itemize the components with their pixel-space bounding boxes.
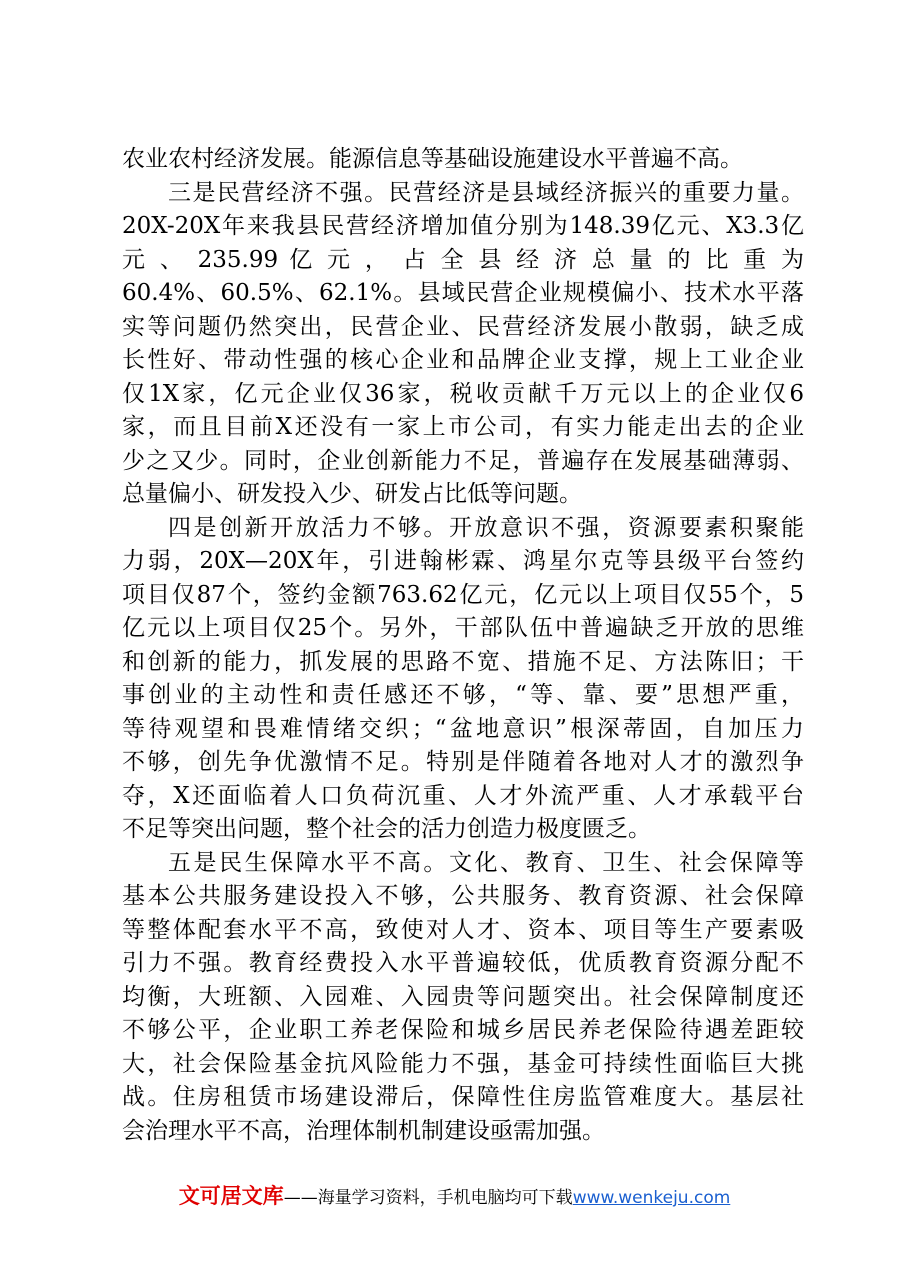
document-body xyxy=(122,143,804,1148)
body-line: 总量偏小、研发投入少、研发占比低等问题。 xyxy=(122,481,582,507)
body-line: 四是创新开放活力不够。开放意识不强，资源要素积聚能 xyxy=(168,514,804,541)
footer-tagline: ——海量学习资料，手机电脑均可下载 xyxy=(283,1188,573,1208)
body-line: 60.4%、60.5%、62.1%。县域民营企业规模偏小、技术水平落 xyxy=(122,280,804,306)
body-line: 不足等突出问题，整个社会的活力创造力极度匮乏。 xyxy=(122,816,651,842)
body-line: 会治理水平不高，治理体制机制建设亟需加强。 xyxy=(122,1117,605,1144)
body-line: 农业农村经济发展。能源信息等基础设施建设水平普遍不高。 xyxy=(122,146,743,172)
body-line: 元 、 235.99 亿 元 ， 占 全 县 经 济 总 量 的 比 重 为 xyxy=(122,246,804,273)
body-line: 不够，创先争优激情不足。特别是伴随着各地对人才的激烈争 xyxy=(122,749,804,775)
body-line: 仅1X家，亿元企业仅36家，税收贡献千万元以上的企业仅6 xyxy=(122,380,804,407)
body-line: 力弱，20X—20X年，引进翰彬霖、鸿星尔克等县级平台签约 xyxy=(122,548,804,574)
body-line: 等整体配套水平不高，致使对人才、资本、项目等生产要素吸 xyxy=(122,916,804,943)
footer-banner xyxy=(0,1180,909,1210)
body-line: 项目仅87个，签约金额763.62亿元，亿元以上项目仅55个，5 xyxy=(122,581,804,608)
body-line: 引力不强。教育经费投入水平普遍较低，优质教育资源分配不 xyxy=(122,950,804,976)
body-line: 长性好、带动性强的核心企业和品牌企业支撑，规上工业企业 xyxy=(122,347,804,373)
body-line: 均衡，大班额、入园难、入园贵等问题突出。社会保障制度还 xyxy=(122,983,804,1010)
body-line: 少之又少。同时，企业创新能力不足，普遍存在发展基础薄弱、 xyxy=(122,447,804,474)
footer-brand: 文可居文库 xyxy=(178,1184,284,1208)
body-line: 和创新的能力，抓发展的思路不宽、措施不足、方法陈旧；干 xyxy=(122,648,804,675)
body-line: 亿元以上项目仅25个。另外，干部队伍中普遍缺乏开放的思维 xyxy=(122,615,804,641)
footer-site-link[interactable]: www.wenkeju.com xyxy=(572,1188,731,1208)
body-line: 五是民生保障水平不高。文化、教育、卫生、社会保障等 xyxy=(168,849,804,876)
body-line: 三是民营经济不强。民营经济是县域经济振兴的重要力量。 xyxy=(168,179,804,206)
body-line: 大，社会保险基金抗风险能力不强，基金可持续性面临巨大挑 xyxy=(122,1050,804,1077)
body-line: 战。住房租赁市场建设滞后，保障性住房监管难度大。基层社 xyxy=(122,1084,804,1110)
body-line: 等待观望和畏难情绪交织；“盆地意识”根深蒂固，自加压力 xyxy=(122,715,804,742)
body-line: 实等问题仍然突出，民营企业、民营经济发展小散弱，缺乏成 xyxy=(122,313,804,340)
body-line: 家，而且目前X还没有一家上市公司，有实力能走出去的企业 xyxy=(122,414,804,440)
body-line: 20X-20X年来我县民营经济增加值分别为148.39亿元、X3.3亿 xyxy=(122,213,804,239)
body-line: 夺，X还面临着人口负荷沉重、人才外流严重、人才承载平台 xyxy=(122,782,804,809)
body-line: 事创业的主动性和责任感还不够，“等、靠、要”思想严重， xyxy=(122,682,804,708)
body-line: 不够公平，企业职工养老保险和城乡居民养老保险待遇差距较 xyxy=(122,1017,804,1043)
body-line: 基本公共服务建设投入不够，公共服务、教育资源、社会保障 xyxy=(122,883,804,909)
